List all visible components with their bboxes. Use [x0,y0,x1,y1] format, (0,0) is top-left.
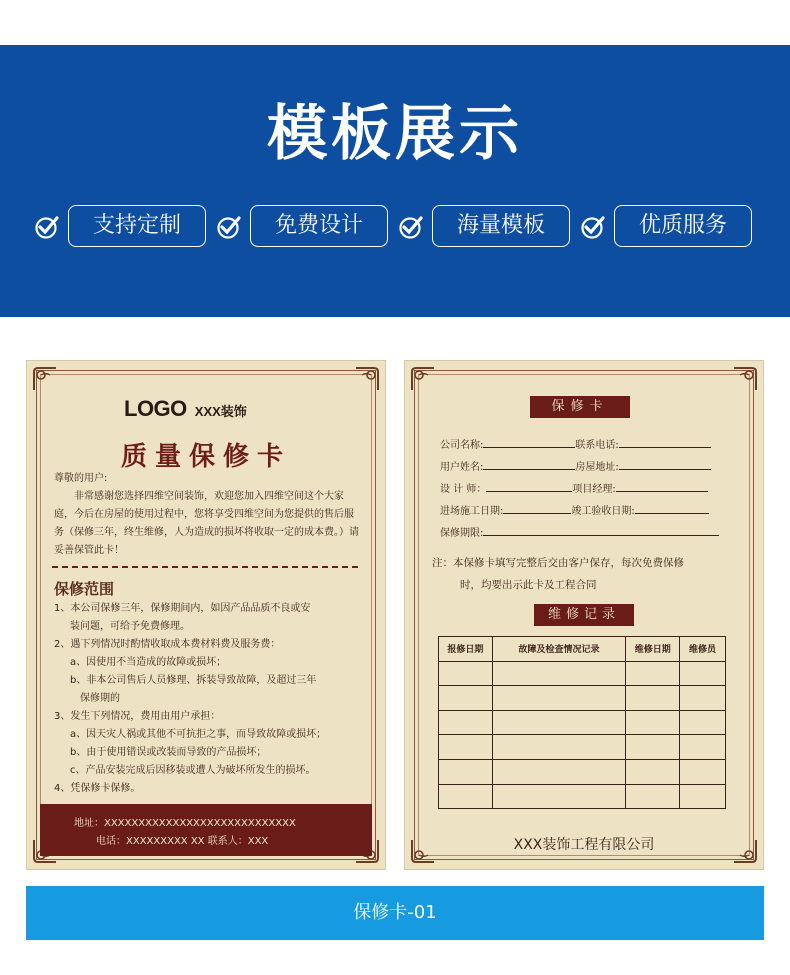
field-line [486,483,572,492]
scope-line: a、因天灾人祸或其他不可抗拒之事，而导致故障或损坏； [70,729,327,740]
table-cell[interactable] [626,661,680,686]
field-line [483,439,575,448]
scope-line: a、因使用不当造成的故障或损坏； [70,657,227,668]
field-line [619,461,711,470]
record-tag: 维修记录 [534,604,634,626]
table-cell[interactable] [439,710,493,735]
table-header: 故障及检查情况记录 [492,637,625,662]
warranty-card-front [26,360,386,870]
check-icon [580,214,606,240]
field-label: 竣工验收日期: [571,506,635,517]
table-row [439,710,726,735]
table-cell[interactable] [439,759,493,784]
scope-line: 保修期的 [80,693,120,704]
table-cell[interactable] [439,661,493,686]
repair-record-table [438,636,726,809]
scope-line: 1、本公司保修三年，保修期间内，如因产品品质不良或安 [54,603,311,614]
intro-text: 非常感谢您选择四维空间装饰，欢迎您加入四维空间这个大家庭，今后在房屋的使用过程中，您将享受四维空间为您提供的售后服务（保修三年，终生维修，人为造成的损坏将收取一定的成本费。）请妥善保管此卡！ [54,491,359,556]
table-cell[interactable] [439,686,493,711]
dashed-divider [52,566,358,568]
company-short: XXX装饰 [194,404,247,419]
feature-label: 海量模板 [432,205,570,247]
field-label: 房屋地址: [575,462,619,473]
table-cell[interactable] [492,710,625,735]
ornament-corner-icon [354,366,380,392]
scope-line: 3、发生下列情况，费用由用户承担： [54,711,221,722]
table-cell[interactable] [680,686,726,711]
scope-line: 2、遇下列情况时酌情收取成本费材料费及服务费： [54,639,281,650]
ornament-corner-icon [32,366,58,392]
table-cell[interactable] [626,759,680,784]
field-row [440,502,709,517]
greeting: 尊敬的用户: [54,473,108,484]
ornament-corner-icon [732,366,758,392]
table-row [439,735,726,760]
feature-row [34,205,756,249]
table-cell[interactable] [626,784,680,809]
feature-label: 免费设计 [250,205,388,247]
table-cell[interactable] [680,784,726,809]
note-line: 注：本保修卡填写完整后交由客户保存，每次免费保修 [432,557,684,569]
field-label: 设 计 师： [440,484,487,495]
field-label: 联系电话: [575,440,619,451]
field-label: 进场施工日期: [440,506,504,517]
phone: 电话：XXXXXXXXX XX 联系人：XXX [96,836,269,847]
card-title: 质量保修卡 [120,442,291,472]
address: 地址：XXXXXXXXXXXXXXXXXXXXXXXXXXXX [74,818,296,829]
field-row [440,524,719,539]
ornament-corner-icon [410,366,436,392]
table-cell[interactable] [492,686,625,711]
table-cell[interactable] [492,784,625,809]
table-cell[interactable] [492,759,625,784]
field-label: 保修期限: [440,528,484,539]
table-header: 维修员 [680,637,726,662]
scope-line: b、非本公司售后人员修理、拆装导致故障，及超过三年 [70,675,317,686]
field-line [635,505,709,514]
table-cell[interactable] [680,759,726,784]
caption-bar: 保修卡-01 [26,886,764,940]
field-line [483,461,575,470]
table-row [439,661,726,686]
table-cell[interactable] [492,735,625,760]
table-cell[interactable] [680,710,726,735]
table-cell[interactable] [439,735,493,760]
note [432,552,738,596]
field-row [440,458,711,473]
feature-label: 支持定制 [68,205,206,247]
scope-list [54,600,360,798]
field-label: 项目经理: [572,484,616,495]
check-icon [216,214,242,240]
warranty-card-back [404,360,764,870]
scope-title: 保修范围 [54,580,115,598]
scope-line: b、由于使用错误或改装而导致的产品损坏； [70,747,267,758]
field-line [619,439,711,448]
table-row [439,784,726,809]
table-cell[interactable] [680,661,726,686]
field-label: 用户姓名: [440,462,484,473]
table-header-row [439,637,726,662]
banner-title: 模板展示 [267,99,523,169]
scope-line: 4、凭保修卡保修。 [54,783,141,794]
feature-label: 优质服务 [614,205,752,247]
company-name: XXX装饰工程有限公司 [513,837,655,853]
table-row [439,686,726,711]
check-icon [34,214,60,240]
field-line [483,527,719,536]
field-row [440,436,711,451]
contact-box [40,804,372,856]
table-header: 维修日期 [626,637,680,662]
table-row [439,759,726,784]
table-cell[interactable] [439,784,493,809]
field-line [616,483,708,492]
field-row [440,480,708,495]
table-header: 报修日期 [439,637,493,662]
card-tag: 保修卡 [530,396,630,418]
field-line [503,505,571,514]
table-cell[interactable] [626,735,680,760]
table-cell[interactable] [626,686,680,711]
scope-line: c、产品安装完成后因移装或遭人为破坏所发生的损坏。 [70,765,316,776]
field-label: 公司名称: [440,440,484,451]
table-cell[interactable] [492,661,625,686]
logo: LOGO [124,396,187,421]
table-cell[interactable] [680,735,726,760]
check-icon [398,214,424,240]
scope-line: 装问题，可给予免费修理。 [70,621,190,632]
note-line: 时，均要出示此卡及工程合同 [460,579,597,591]
logo-row [124,396,247,422]
table-cell[interactable] [626,710,680,735]
